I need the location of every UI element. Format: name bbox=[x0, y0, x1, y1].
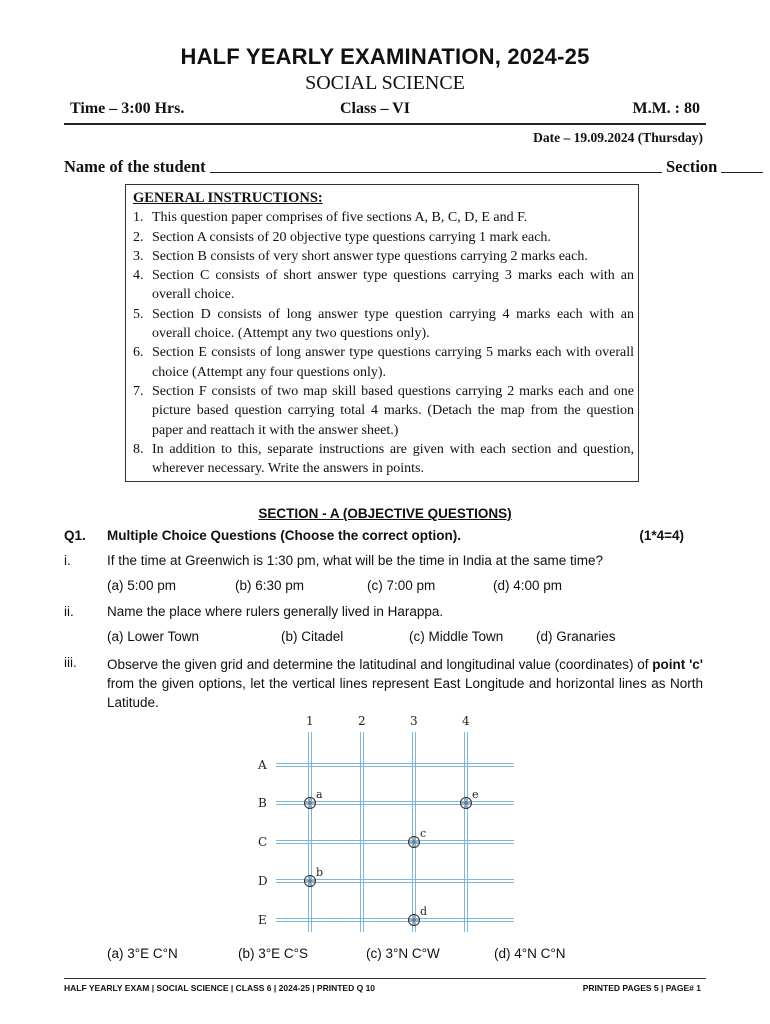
grid-row-label: B bbox=[258, 796, 267, 810]
coordinate-grid-figure bbox=[240, 712, 530, 932]
instructions-list bbox=[133, 208, 634, 478]
question-number: iii. bbox=[64, 655, 77, 670]
q1-text: Multiple Choice Questions (Choose the correct option). bbox=[107, 528, 462, 543]
instruction-item: 1. This question paper comprises of five sections A, B, C, D, E and F. bbox=[133, 210, 528, 226]
exam-time: Time – 3:00 Hrs. bbox=[70, 100, 185, 117]
option-a: (a) 3°E C°N bbox=[107, 946, 178, 961]
grid-column-label: 4 bbox=[462, 714, 470, 728]
option-d: (d) 4:00 pm bbox=[493, 578, 563, 593]
header-divider bbox=[64, 123, 706, 125]
footer-left-text: HALF YEARLY EXAM | SOCIAL SCIENCE | CLASS 6 | 2024-25 | PRINTED Q 10 bbox=[64, 983, 376, 993]
question-iii-text: Observe the given grid and determine the latitudinal and longitudinal value (coordinates) of point 'c' from the given options, let the vertical lines represent East Longitude and horizontal lines as North Latitude. bbox=[107, 657, 703, 711]
question-number: ii. bbox=[64, 604, 74, 619]
grid-row-label: E bbox=[258, 913, 267, 927]
grid-row-label: D bbox=[258, 874, 268, 888]
instruction-item: 7. Section F consists of two map skill based questions carrying 2 marks each and one picture based question carrying total 4 marks. (Detach the map from the question paper and reattach it with the answer sheet.) bbox=[133, 383, 634, 438]
options-question-iii bbox=[107, 946, 707, 966]
grid-point-label: c bbox=[420, 827, 427, 840]
instruction-item: 2. Section A consists of 20 objective type questions carrying 1 mark each. bbox=[133, 229, 551, 245]
instruction-item: 8. In addition to this, separate instructions are given with each section and question, wherever necessary. Write the answers in points. bbox=[133, 441, 634, 477]
option-d: (d) Granaries bbox=[536, 629, 616, 644]
exam-date: Date – 19.09.2024 (Thursday) bbox=[533, 130, 703, 145]
option-a: (a) Lower Town bbox=[107, 629, 200, 644]
subject-title: SOCIAL SCIENCE bbox=[305, 72, 465, 94]
grid-point-label: d bbox=[420, 905, 428, 918]
q1-number: Q1. bbox=[64, 528, 86, 543]
footer-divider bbox=[64, 978, 706, 979]
option-c: (c) 7:00 pm bbox=[367, 578, 436, 593]
option-d: (d) 4°N C°N bbox=[494, 946, 566, 961]
grid-column-label: 3 bbox=[410, 714, 418, 728]
option-c: (c) 3°N C°W bbox=[366, 946, 440, 961]
option-c: (c) Middle Town bbox=[409, 629, 504, 644]
options-question-ii bbox=[107, 629, 707, 649]
point-c-emphasis: point 'c' bbox=[652, 657, 703, 672]
options-question-i bbox=[107, 578, 707, 598]
instruction-item: 4. Section C consists of short answer type questions carrying 3 marks each with an overall choice. bbox=[133, 268, 634, 303]
grid-column-label: 1 bbox=[306, 714, 314, 728]
question-number: i. bbox=[64, 553, 71, 568]
student-name-label: Name of the student bbox=[64, 157, 206, 176]
grid-point-label: a bbox=[316, 788, 323, 801]
option-b: (b) 3°E C°S bbox=[238, 946, 309, 961]
grid-point-label: e bbox=[472, 788, 479, 801]
section-blank bbox=[721, 172, 763, 173]
general-instructions-box bbox=[125, 184, 639, 482]
student-name-blank bbox=[210, 172, 662, 173]
section-a-heading: SECTION - A (OBJECTIVE QUESTIONS) bbox=[258, 506, 512, 521]
exam-class: Class – VI bbox=[340, 100, 410, 117]
max-marks: M.M. : 80 bbox=[632, 100, 700, 117]
grid-point-label: b bbox=[316, 866, 324, 879]
question-text: If the time at Greenwich is 1:30 pm, what will be the time in India at the same time? bbox=[107, 553, 603, 568]
instruction-item: 5. Section D consists of long answer type question carrying 4 marks each with an overall choice. (Attempt any two questions only). bbox=[133, 306, 634, 342]
option-b: (b) 6:30 pm bbox=[235, 578, 305, 593]
section-label: Section bbox=[666, 157, 718, 176]
q1-marks: (1*4=4) bbox=[639, 528, 684, 543]
option-b: (b) Citadel bbox=[281, 629, 344, 644]
question-text: Name the place where rulers generally lived in Harappa. bbox=[107, 604, 444, 619]
grid-row-label: C bbox=[258, 835, 268, 849]
instruction-item: 6. Section E consists of long answer type questions carrying 5 marks each with overall choice (Attempt any four questions only). bbox=[133, 345, 634, 380]
exam-title: HALF YEARLY EXAMINATION, 2024-25 bbox=[180, 44, 590, 69]
grid-row-label: A bbox=[258, 758, 267, 772]
footer-page-number: PRINTED PAGES 5 | PAGE# 1 bbox=[582, 983, 701, 993]
grid-column-label: 2 bbox=[358, 714, 366, 728]
instruction-item: 3. Section B consists of very short answer type questions carrying 2 marks each. bbox=[133, 248, 588, 264]
option-a: (a) 5:00 pm bbox=[107, 578, 177, 593]
instructions-heading: GENERAL INSTRUCTIONS: bbox=[133, 190, 323, 206]
exam-meta-row bbox=[70, 100, 700, 122]
